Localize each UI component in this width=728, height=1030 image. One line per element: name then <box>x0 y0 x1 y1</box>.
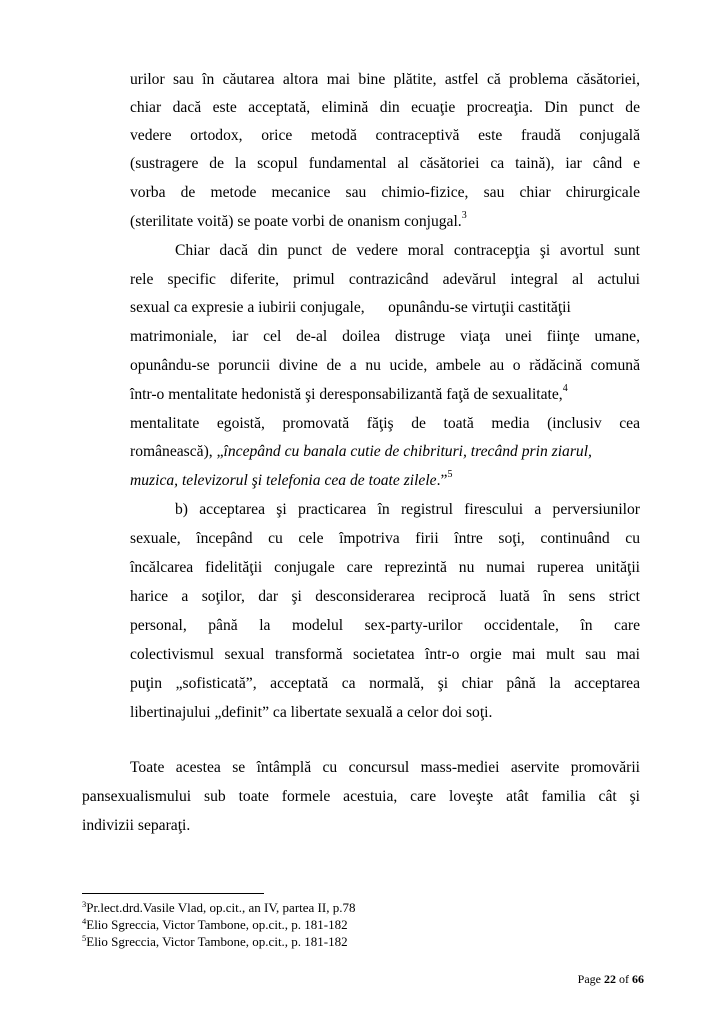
footnote-ref: 4 <box>562 383 568 394</box>
body-line: harice a soţilor, dar şi desconsiderarea reciprocă luată în sens strict <box>130 588 640 605</box>
body-line: muzica, televizorul şi telefonia cea de toate zilele.”$^5$ <box>130 469 453 489</box>
body-line: chiar dacă este acceptată, elimină din ecuaţie procreaţia. Din punct de <box>130 99 640 116</box>
body-line: Toate acestea se întâmplă cu concursul mass-mediei aservite promovării <box>130 759 640 776</box>
body-line: opunându-se poruncii divine de a nu ucide, ambele au o rădăcină comună <box>130 357 640 374</box>
body-line: libertinajului „definit” ca libertate sexuală a celor doi soţi. <box>130 704 493 721</box>
footnote-ref: 3 <box>461 210 467 221</box>
body-line: încălcarea fidelităţii conjugale care reprezintă nu numai ruperea unităţii <box>130 559 640 576</box>
body-line: b) acceptarea şi practicarea în registrul firescului a perversiunilor <box>175 501 640 518</box>
body-line: puţin „sofisticată”, acceptată ca normală, şi chiar până la acceptarea <box>130 675 640 692</box>
page-total: 66 <box>632 972 644 986</box>
footnote: $^3$Pr.lect.drd.Vasile Vlad, op.cit., an IV, partea II, p.78 <box>82 899 356 915</box>
footnote: $^5$Elio Sgreccia, Victor Tambone, op.cit., p. 181-182 <box>82 933 348 949</box>
footnote-ref: 5 <box>447 469 453 480</box>
quote-text: muzica, televizorul şi telefonia cea de toate zilele <box>130 472 437 489</box>
body-line: personal, până la modelul sex-party-urilor occidentale, în care <box>130 617 640 634</box>
body-line: pansexualismului sub toate formele acestuia, care loveşte atât familia cât şi <box>82 788 640 805</box>
body-line: sexual ca expresie a iubirii conjugale, opunându-se virtuţii castităţii <box>130 299 571 316</box>
of-label: of <box>619 972 629 986</box>
body-line: mentalitate egoistă, promovată făţiş de toată media (inclusiv cea <box>130 415 640 432</box>
footnote: $^4$Elio Sgreccia, Victor Tambone, op.cit., p. 181-182 <box>82 916 348 932</box>
body-line: (sterilitate voită) se poate vorbi de onanism conjugal.$^3$ <box>130 210 467 230</box>
body-line: sexuale, începând cu cele împotriva firii între soţi, continuând cu <box>130 530 640 547</box>
body-line: urilor sau în căutarea altora mai bine plătite, astfel că problema căsătoriei, <box>130 71 640 88</box>
footnote-separator <box>82 893 264 894</box>
body-line: într-o mentalitate hedonistă şi deresponsabilizantă faţă de sexualitate,$^4$ <box>130 383 568 403</box>
body-line: vorba de metode mecanice sau chimio-fizice, sau chiar chirurgicale <box>130 184 640 201</box>
quote-text: începând cu banala cutie de chibrituri, trecând prin ziarul, <box>223 443 592 460</box>
body-line: indivizii separaţi. <box>82 817 191 834</box>
body-line: rele specific diferite, primul contrazicând adevărul integral al actului <box>130 271 640 288</box>
body-line: colectivismul sexual transformă societatea într-o orgie mai mult sau mai <box>130 646 640 663</box>
body-line: vedere ortodox, orice metodă contraceptivă este fraudă conjugală <box>130 127 640 144</box>
body-line: românească), „începând cu banala cutie de chibrituri, trecând prin ziarul, <box>130 443 592 460</box>
page-label: Page <box>577 972 601 986</box>
page-footer <box>578 972 644 987</box>
body-line: (sustragere de la scopul fundamental al căsătoriei ca taină), iar când e <box>130 155 640 172</box>
page-number: 22 <box>604 972 616 986</box>
body-line: Chiar dacă din punct de vedere moral contracepţia şi avortul sunt <box>175 242 640 259</box>
body-line: matrimoniale, iar cel de-al doilea distruge viaţa unei fiinţe umane, <box>130 328 640 345</box>
